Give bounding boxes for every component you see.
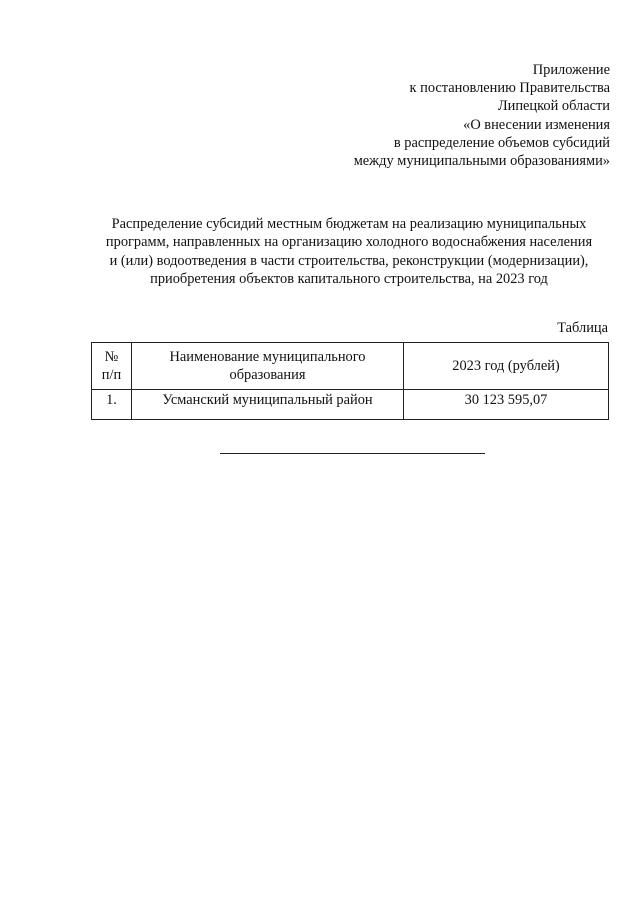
cell-amount: 30 123 595,07 (404, 390, 609, 420)
header-amount (404, 343, 609, 390)
cell-name: Усманский муниципальный район (132, 390, 404, 420)
document-title (80, 215, 618, 289)
separator-line (220, 453, 485, 454)
title-line: и (или) водоотведения в части строительства, реконструкции (модернизации), (109, 252, 589, 269)
header-name (132, 343, 404, 390)
title-line: приобретения объектов капитального строительства, на 2023 год (150, 271, 548, 288)
header-number (92, 343, 132, 390)
table-caption: Таблица (557, 320, 608, 336)
appendix-line: к постановлению Правительства (409, 80, 610, 97)
appendix-line: «О внесении изменения (463, 116, 610, 133)
header-number-line1: № (104, 349, 119, 365)
subsidy-table (91, 342, 609, 420)
cell-number: 1. (92, 390, 132, 420)
appendix-line: Приложение (532, 62, 610, 78)
table-header-row (92, 343, 609, 390)
header-amount-label: 2023 год (рублей) (452, 358, 560, 374)
header-name-line2: образования (229, 367, 306, 383)
appendix-block (290, 61, 610, 170)
header-number-line2: п/п (101, 367, 122, 383)
appendix-line: между муниципальными образованиями» (353, 153, 610, 170)
header-name-line1: Наименование муниципального (169, 349, 366, 365)
appendix-line: Липецкой области (497, 98, 610, 115)
title-line: программ, направленных на организацию холодного водоснабжения населения (105, 234, 593, 251)
table-row (92, 390, 609, 420)
appendix-line: в распределение объемов субсидий (393, 134, 610, 151)
title-line: Распределение субсидий местным бюджетам на реализацию муниципальных (111, 216, 587, 232)
